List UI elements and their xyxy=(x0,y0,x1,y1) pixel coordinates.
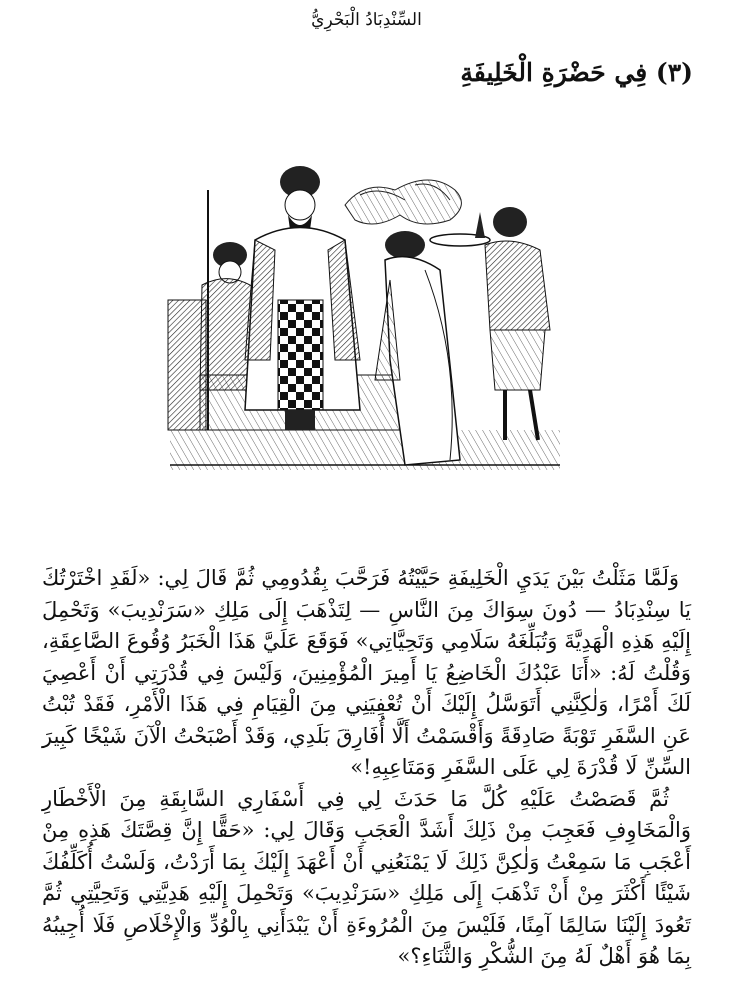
running-header: السِّنْدِبَادُ الْبَحْرِيُّ xyxy=(311,10,422,30)
chapter-title: (٣) فِي حَضْرَةِ الْخَلِيفَةِ xyxy=(460,58,693,87)
floor-shading xyxy=(170,430,560,470)
body-text xyxy=(42,563,691,973)
incense-smoke xyxy=(345,180,461,224)
caliph-figure xyxy=(245,166,360,430)
engraving-illustration xyxy=(160,160,570,480)
paragraph: وَلَمَّا مَثَلْتُ بَيْنَ يَدَيِ الْخَلِيفَةِ حَيَّيْتُهُ فَرَحَّبَ بِقُدُومِي ثُمَّ قَالَ لِي: «لَقَدِ اخْتَرْتُكَ يَا سِنْدِبَادُ — دُونَ سِوَاكَ مِنَ النَّاسِ — لِتَذْهَبَ إِلَى مَلِكِ «سَرَنْدِيبَ» وَتَحْمِلَ إِلَيْهِ هَذِهِ الْهَدِيَّةَ وَتُبَلِّغَهُ سَلَامِي وَتَحِيَّاتِي» فَوَقَعَ عَلَيَّ هَذَا الْخَبَرُ وُقُوعَ الصَّاعِقَةِ، وَقُلْتُ لَهُ: «أَنَا عَبْدُكَ الْخَاضِعُ يَا أَمِيرَ الْمُؤْمِنِينَ، وَلَيْسَ فِي قُدْرَتِي أَنْ أَعْصِيَ لَكَ أَمْرًا، وَلٰكِنَّنِي أَتَوَسَّلُ إِلَيْكَ أَنْ تُعْفِيَنِي مِنَ الْقِيَامِ فِي هَذَا الْأَمْرِ، فَقَدْ تُبْتُ عَنِ السَّفَرِ تَوْبَةً صَادِقَةً وَأَقْسَمْتُ أَلَّا أُفَارِقَ بَلَدِي، وَقَدْ أَصْبَحْتُ الْآنَ شَيْخًا كَبِيرَ السِّنِّ لَا قُدْرَةَ لِي عَلَى السَّفَرِ وَمَتَاعِبِهِ!» xyxy=(42,566,691,779)
paragraph: ثُمَّ قَصَصْتُ عَلَيْهِ كُلَّ مَا حَدَثَ لِي فِي أَسْفَارِي السَّابِقَةِ مِنَ الْأَخْطَارِ وَالْمَخَاوِفِ فَعَجِبَ مِنْ ذَلِكَ أَشَدَّ الْعَجَبِ وَقَالَ لِي: «حَقًّا إِنَّ قِصَّتَكَ هَذِهِ مِنْ أَعْجَبِ مَا سَمِعْتُ وَلٰكِنَّ ذَلِكَ لَا يَمْنَعُنِي أَنْ أَعْهَدَ إِلَيْكَ بِمَا أَرَدْتُ، وَلَسْتُ أُكَلِّفُكَ شَيْئًا أَكْثَرَ مِنْ أَنْ تَذْهَبَ إِلَى مَلِكِ «سَرَنْدِيبَ» وَتَحْمِلَ إِلَيْهِ هَدِيَّتِي وَتَحِيَّتِي ثُمَّ تَعُودَ إِلَيْنَا سَالِمًا آمِنًا، فَلَيْسَ مِنَ الْمُرُوءَةِ أَنْ يَبْدَأَنِي بِالْوُدِّ وَالْإِخْلَاصِ فَلَا أُجِيبُهُ بِمَا هُوَ أَهْلٌ لَهُ مِنَ الشُّكْرِ وَالثَّنَاءِ؟» xyxy=(42,786,691,968)
servant-figure xyxy=(485,207,550,440)
